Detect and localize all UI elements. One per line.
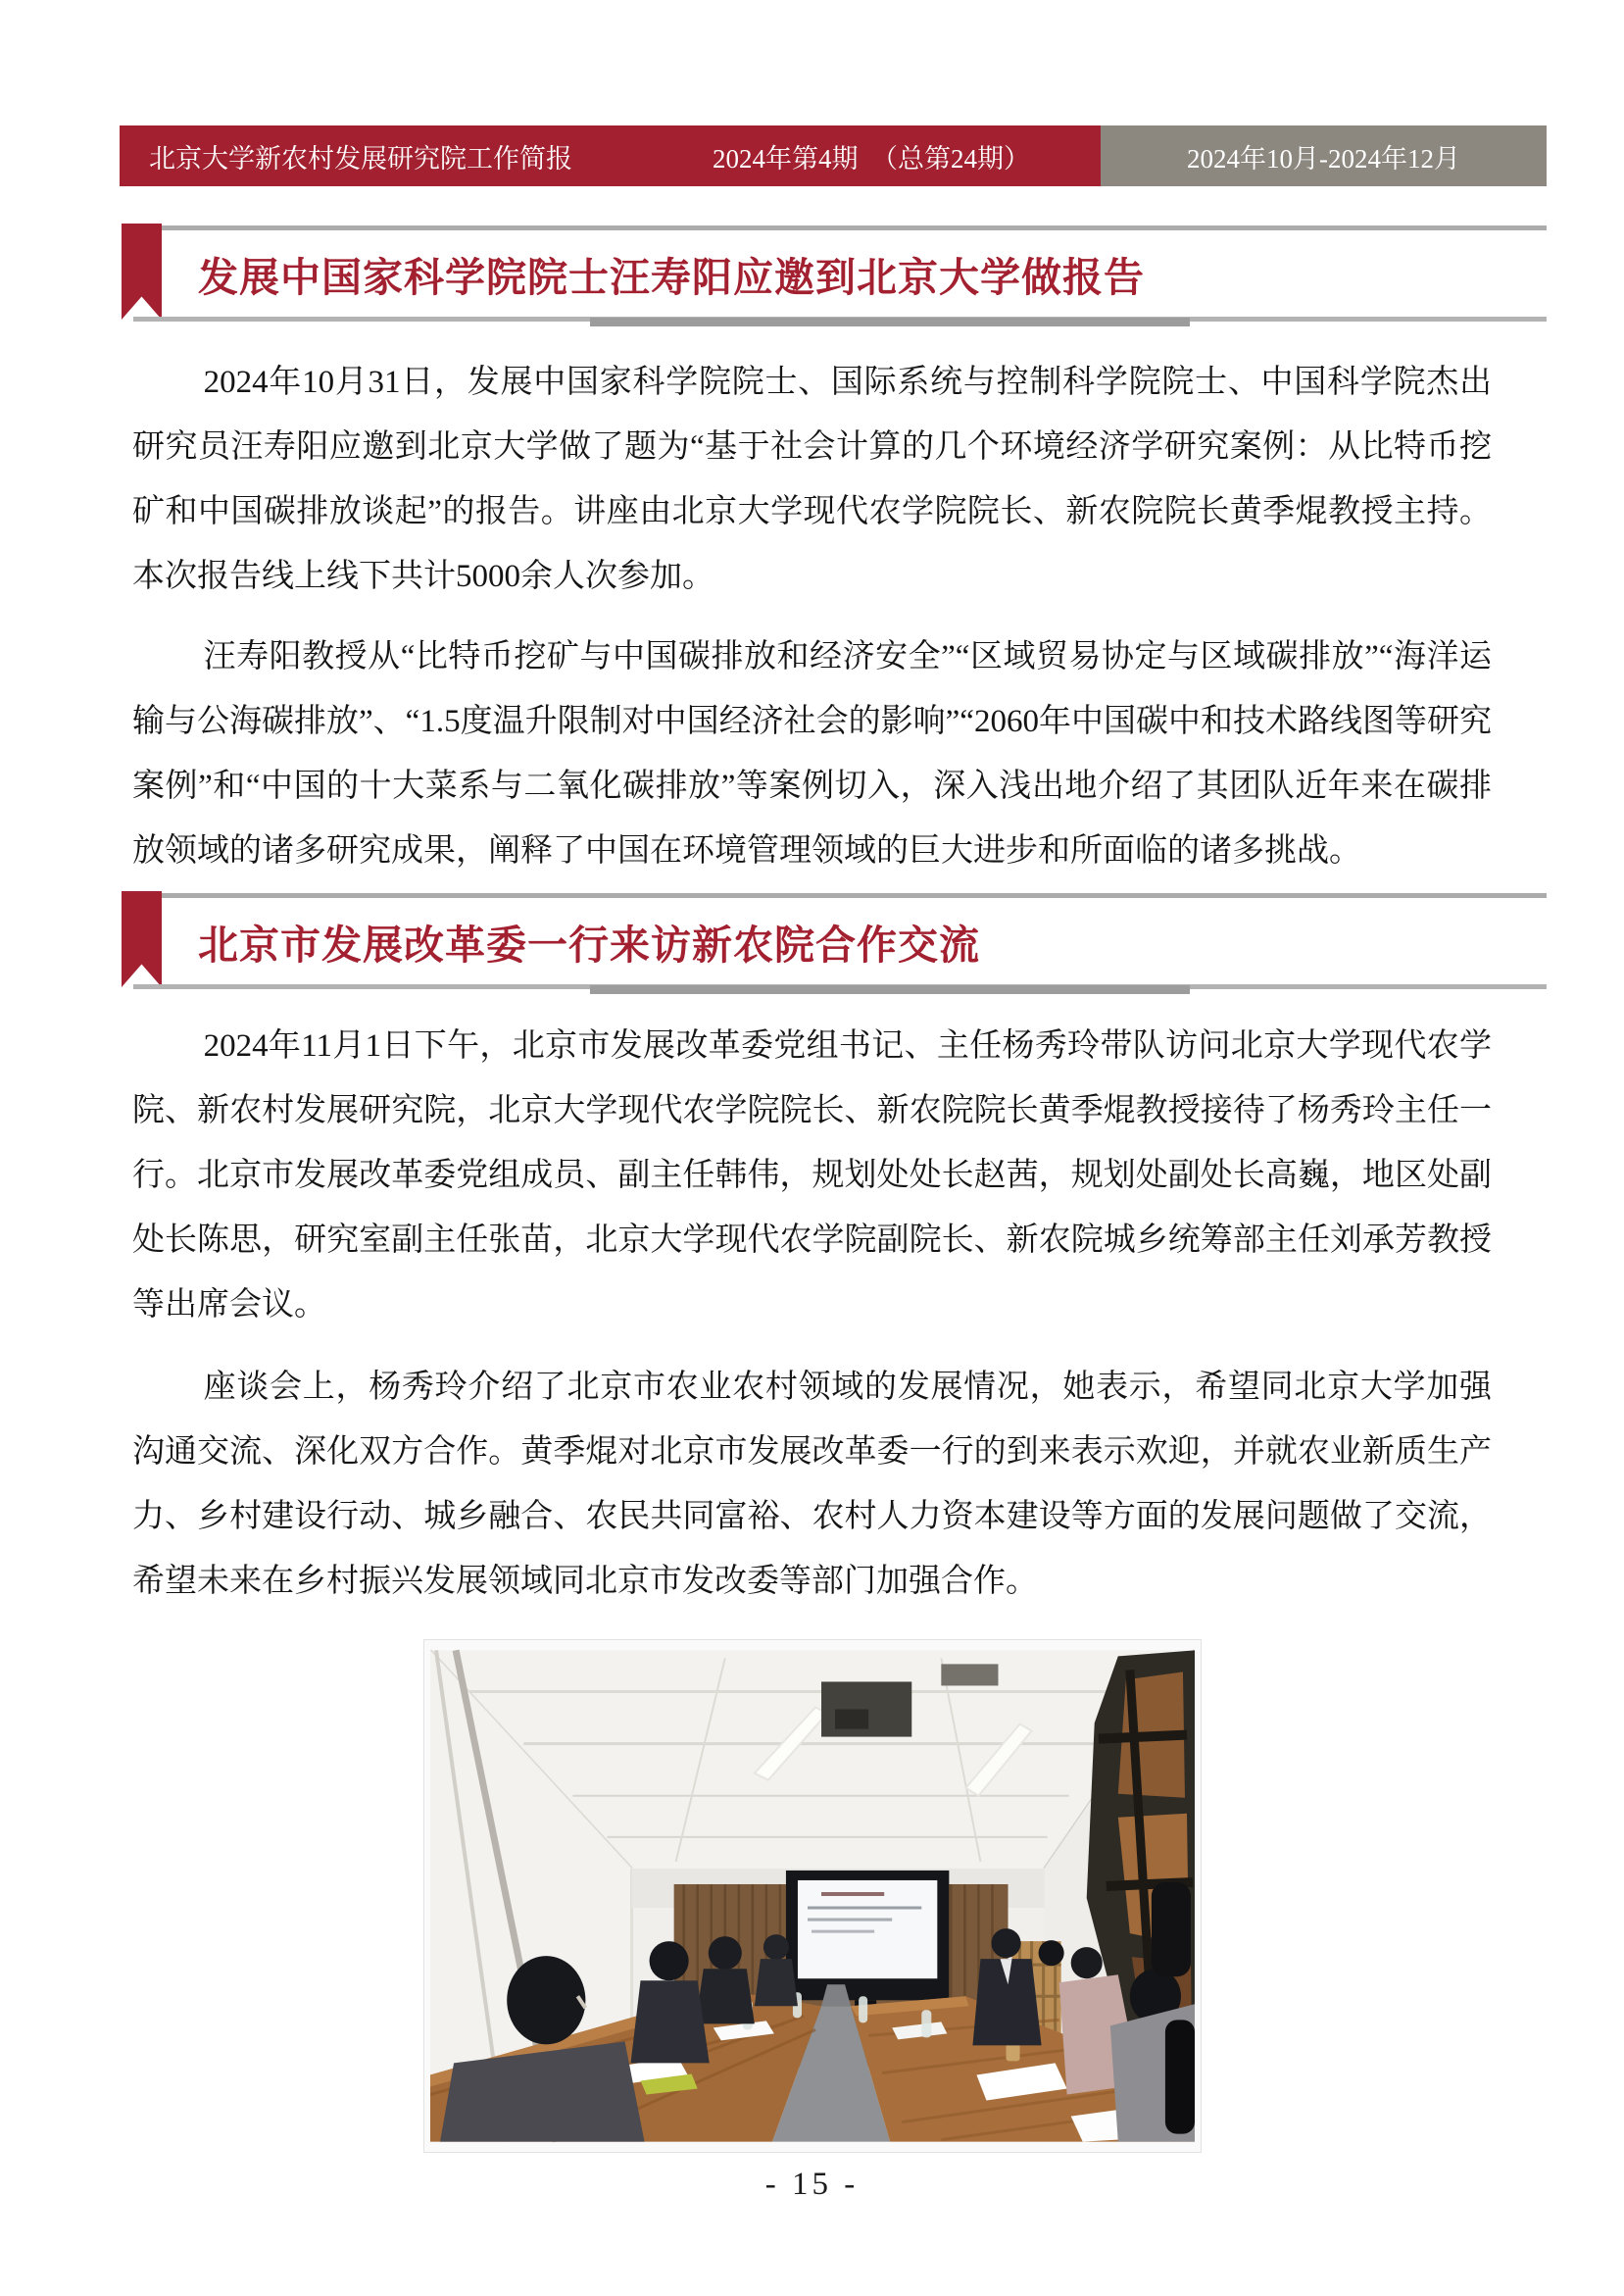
meeting-photo-illustration [430, 1646, 1195, 2146]
meeting-photo [423, 1639, 1202, 2153]
page-footer [0, 2167, 1624, 2203]
section-title-2: 北京市发展改革委一行来访新农院合作交流 [198, 923, 980, 968]
divider-line [133, 225, 1547, 230]
bulletin-title: 北京大学新农村发展研究院工作简报 [149, 143, 572, 174]
section-academician-report [0, 224, 1624, 883]
bookmark-ribbon-icon [122, 224, 162, 320]
divider-line-accent [590, 318, 1190, 326]
section-title-1: 发展中国家科学院院士汪寿阳应邀到北京大学做报告 [198, 255, 1145, 300]
period-label: 2024年10月-2024年12月 [1187, 143, 1460, 174]
body-paragraph: 2024年11月1日下午，北京市发展改革委党组书记、主任杨秀玲带队访问北京大学现代农学院、新农村发展研究院，北京大学现代农学院院长、新农院院长黄季焜教授接待了杨秀玲主任一行。北京市发展改革委党组成员、副主任韩伟，规划处处长赵茜，规划处副处长高巍，地区处副处长陈思，研究室副主任张苗，北京大学现代农学院副院长、新农院城乡统筹部主任刘承芳教授等出席会议。 [132, 1028, 1492, 1323]
header-red-band [120, 125, 1101, 186]
page-header [120, 125, 1547, 186]
body-paragraph: 座谈会上，杨秀玲介绍了北京市农业农村领域的发展情况，她表示，希望同北京大学加强沟通交流、深化双方合作。黄季焜对北京市发展改革委一行的到来表示欢迎，并就农业新质生产力、乡村建设行动、城乡融合、农民共同富裕、农村人力资本建设等方面的发展问题做了交流，希望未来在乡村振兴发展领域同北京市发改委等部门加强合作。 [132, 1370, 1492, 1599]
section-header-1 [120, 224, 1547, 326]
section-ndrc-visit [0, 891, 1624, 2153]
divider-line-accent [590, 985, 1190, 994]
issue-info: 2024年第4期 （总第24期） [713, 143, 1030, 174]
header-gray-band [1101, 125, 1547, 186]
body-paragraph: 2024年10月31日，发展中国家科学院院士、国际系统与控制科学院院士、中国科学院杰出研究员汪寿阳应邀到北京大学做了题为“基于社会计算的几个环境经济学研究案例：从比特币挖矿和中国碳排放谈起”的报告。讲座由北京大学现代农学院院长、新农院院长黄季焜教授主持。本次报告线上线下共计5000余人次参加。 [132, 365, 1492, 594]
section-header-2 [120, 891, 1547, 994]
body-paragraph: 汪寿阳教授从“比特币挖矿与中国碳排放和经济安全”“区域贸易协定与区域碳排放”“海洋运输与公海碳排放”、“1.5度温升限制对中国经济社会的影响”“2060年中国碳中和技术路线图等研究案例”和“中国的十大菜系与二氧化碳排放”等案例切入，深入浅出地介绍了其团队近年来在碳排放领域的诸多研究成果，阐释了中国在环境管理领域的巨大进步和所面临的诸多挑战。 [132, 639, 1492, 869]
bookmark-ribbon-icon [122, 891, 162, 987]
divider-line [133, 893, 1547, 898]
page-number: - 15 - [764, 2167, 860, 2202]
